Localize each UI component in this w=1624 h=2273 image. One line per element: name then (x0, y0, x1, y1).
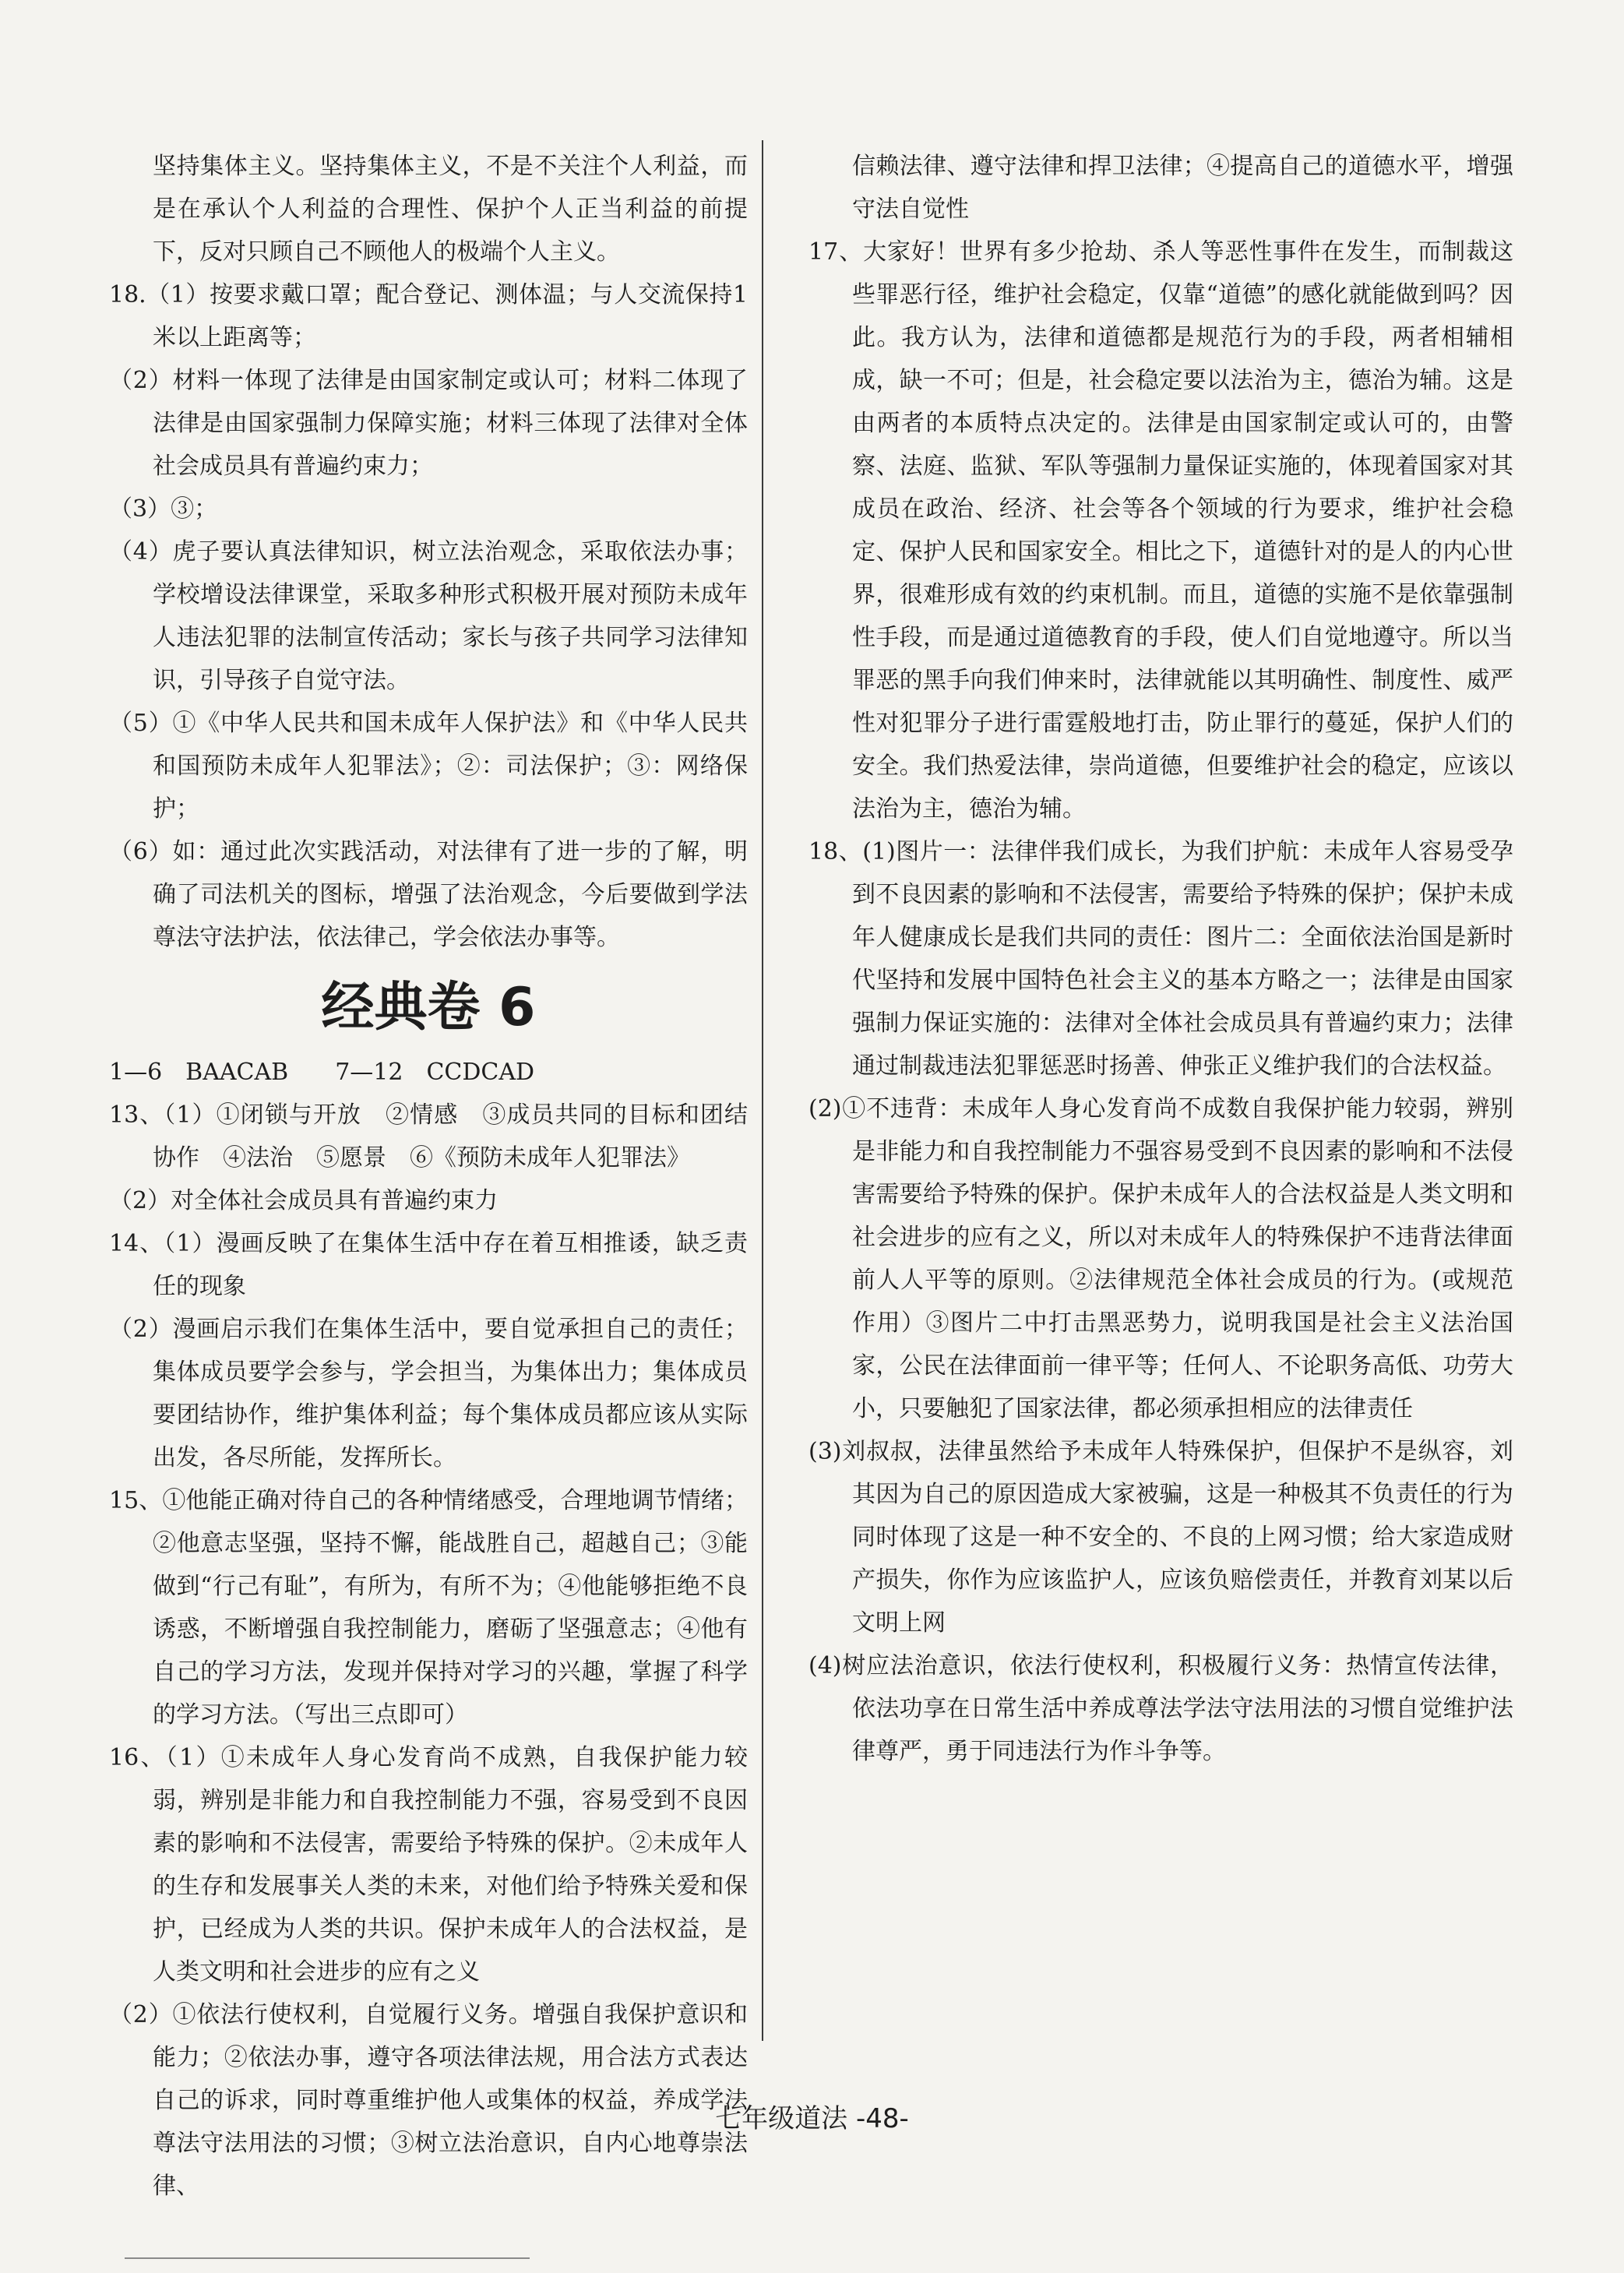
q18b-part1: 18、(1)图片一：法律伴我们成长，为我们护航：未成年人容易受孕到不良因素的影响和不法侵害，需要给予特殊的保护；保护未成年人健康成长是我们共同的责任：图片二：全面依法治国是新时代坚持和发展中国特色社会主义的基本方略之一；法律是由国家强制力保证实施的：法律对全体社会成员具有普遍约束力；法律通过制裁违法犯罪惩恶时扬善、伸张正义维护我们的合法权益。 (808, 838, 1513, 1080)
q13-part1: 13、（1）①闭锁与开放 ②情感 ③成员共同的目标和团结协作 ④法治 ⑤愿景 ⑥《预防未成年人犯罪法》 (109, 1101, 748, 1172)
q18-part3: （3）③； (109, 495, 218, 523)
q18b-part3: (3)刘叔叔，法律虽然给予未成年人特殊保护，但保护不是纵容，刘其因为自己的原因造成大家被骗，这是一种极其不负责任的行为同时体现了这是一种不安全的、不良的上网习惯；给大家造成财产损失，你作为应该监护人，应该负赔偿责任，并教育刘某以后文明上网 (808, 1438, 1513, 1637)
q13-part2: （2）对全体社会成员具有普遍约束力 (109, 1187, 498, 1214)
page-footer: 七年级道法 -48- (715, 2103, 909, 2134)
q18-part1: 18.（1）按要求戴口罩；配合登记、测体温；与人交流保持1米以上距离等； (109, 281, 748, 351)
section-title: 经典卷 6 (321, 977, 536, 1038)
q16-part2: （2）①依法行使权利，自觉履行义务。增强自我保护意识和能力；②依法办事，遵守各项法律法规，用合法方式表达自己的诉求，同时尊重维护他人或集体的权益，养成学法尊法守法用法的习惯；③树立法治意识，自内心地尊崇法律、 (109, 2001, 748, 2200)
q15: 15、①他能正确对待自己的各种情绪感受，合理地调节情绪；②他意志坚强，坚持不懈，能战胜自己，超越自己；③能做到“行己有耻”，有所为，有所不为；④他能够拒绝不良诱惑，不断增强自我控制能力，磨砺了坚强意志；④他有自己的学习方法，发现并保持对学习的兴趣，掌握了科学的学习方法。（写出三点即可） (109, 1487, 748, 1729)
q16-part1: 16、（1）①未成年人身心发育尚不成熟，自我保护能力较弱，辨别是非能力和自我控制能力不强，容易受到不良因素的影响和不法侵害，需要给予特殊的保护。②未成年人的生存和发展事关人类的未来，对他们给予特殊关爱和保护，已经成为人类的共识。保护未成年人的合法权益，是人类文明和社会进步的应有之义 (109, 1744, 748, 1986)
q17: 17、大家好！世界有多少抢劫、杀人等恶性事件在发生，而制裁这些罪恶行径，维护社会稳定，仅靠“道德”的感化就能做到吗？因此。我方认为，法律和道德都是规范行为的手段，两者相辅相成，缺一不可；但是，社会稳定要以法治为主，德治为辅。这是由两者的本质特点决定的。法律是由国家制定或认可的，由警察、法庭、监狱、军队等强制力量保证实施的，体现着国家对其成员在政治、经济、社会等各个领域的行为要求，维护社会稳定、保护人民和国家安全。相比之下，道德针对的是人的内心世界，很难形成有效的约束机制。而且，道德的实施不是依靠强制性手段，而是通过道德教育的手段，使人们自觉地遵守。所以当罪恶的黑手向我们伸来时，法律就能以其明确性、制度性、威严性对犯罪分子进行雷霆般地打击，防止罪行的蔓延，保护人们的安全。我们热爱法律，崇尚道德，但要维护社会的稳定，应该以法治为主，德治为辅。 (808, 238, 1513, 823)
q14-part1: 14、（1）漫画反映了在集体生活中存在着互相推诿，缺乏责任的现象 (109, 1230, 748, 1300)
paragraph-collectivism: 坚持集体主义。坚持集体主义，不是不关注个人利益，而是在承认个人利益的合理性、保护个人正当利益的前提下，反对只顾自己不顾他人的极端个人主义。 (153, 153, 748, 266)
left-column (109, 145, 748, 2208)
multiple-choice-answers: 1—6 BAACAB 7—12 CCDCAD (109, 1059, 535, 1086)
bottom-rule (125, 2257, 530, 2259)
q18b-part4: (4)树应法治意识，依法行使权利，积极履行义务：热情宣传法律，依法功享在日常生活中养成尊法学法守法用法的习惯自觉维护法律尊严，勇于同违法行为作斗争等。 (808, 1652, 1513, 1765)
q18b-part2: (2)①不违背：未成年人身心发育尚不成数自我保护能力较弱，辨别是非能力和自我控制能力不强容易受到不良因素的影响和不法侵害需要给予特殊的保护。保护未成年人的合法权益是人类文明和社会进步的应有之义，所以对未成年人的特殊保护不违背法律面前人人平等的原则。②法律规范全体社会成员的行为。(或规范作用）③图片二中打击黑恶势力，说明我国是社会主义法治国家，公民在法律面前一律平等；任何人、不论职务高低、功劳大小，只要触犯了国家法律，都必须承担相应的法律责任 (808, 1095, 1513, 1422)
right-column (808, 145, 1513, 1773)
q18-part2: （2）材料一体现了法律是由国家制定或认可；材料二体现了法律是由国家强制力保障实施；材料三体现了法律对全体社会成员具有普遍约束力； (109, 367, 748, 480)
q16-continuation: 信赖法律、遵守法律和捍卫法律；④提高自己的道德水平，增强守法自觉性 (852, 153, 1513, 223)
q18-part4: （4）虎子要认真法律知识，树立法治观念，采取依法办事；学校增设法律课堂，采取多种形式积极开展对预防未成年人违法犯罪的法制宣传活动；家长与孩子共同学习法律知识，引导孩子自觉守法。 (109, 538, 748, 694)
q18-part5: （5）①《中华人民共和国未成年人保护法》和《中华人民共和国预防未成年人犯罪法》；②：司法保护；③：网络保护； (109, 710, 748, 823)
q14-part2: （2）漫画启示我们在集体生活中，要自觉承担自己的责任；集体成员要学会参与，学会担当，为集体出力；集体成员要团结协作，维护集体利益；每个集体成员都应该从实际出发，各尽所能，发挥所长。 (109, 1316, 748, 1471)
column-divider (762, 140, 763, 2041)
q18-part6: （6）如：通过此次实践活动，对法律有了进一步的了解，明确了司法机关的图标，增强了法治观念，今后要做到学法尊法守法护法，依法律己，学会依法办事等。 (109, 838, 748, 951)
